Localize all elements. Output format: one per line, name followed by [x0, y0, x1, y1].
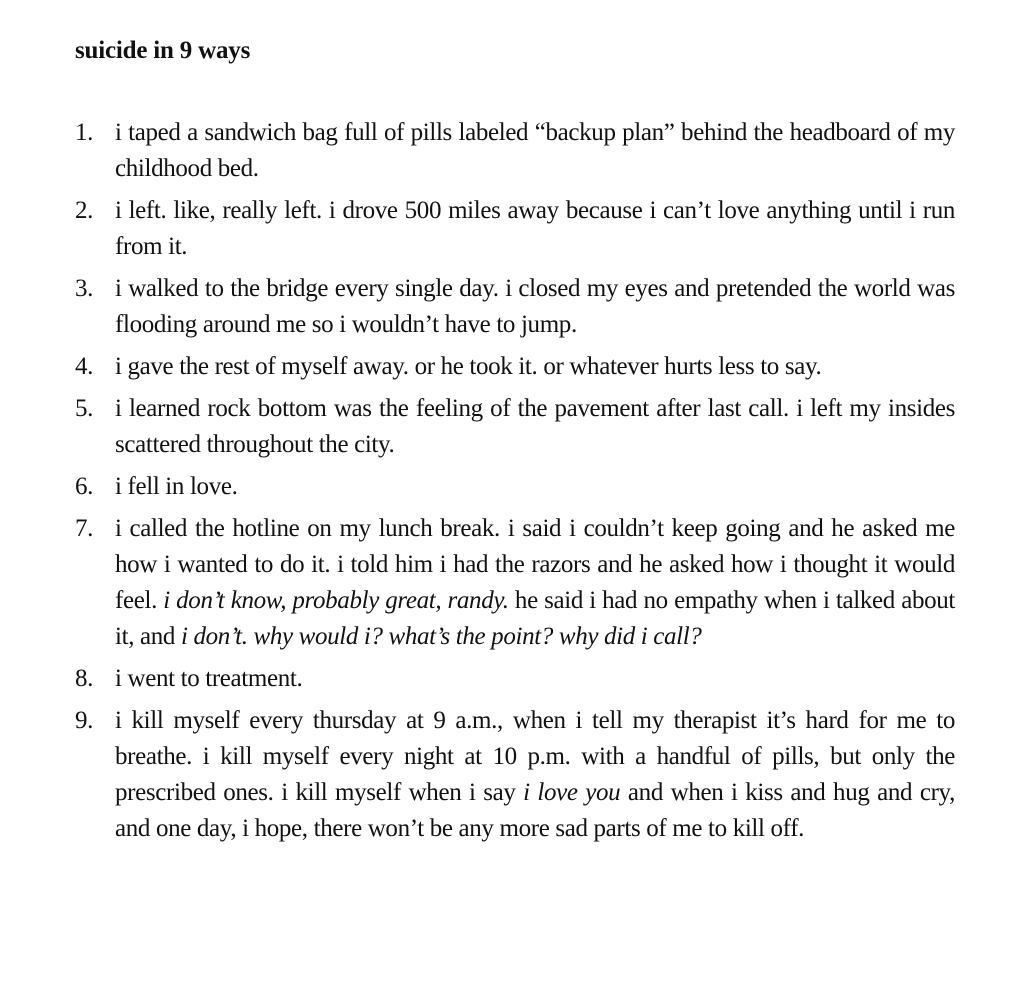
item-text: i fell in love.	[115, 473, 238, 500]
poem-list	[75, 115, 955, 847]
item-text: and when i kiss and hug and cry, and one day, i hope, there won’t be any more sad parts of me to kill off.	[115, 779, 955, 842]
item-number: 3.	[75, 275, 94, 302]
item-text-italic: i don’t. why would i? what’s the point? why did i call?	[180, 623, 702, 650]
list-item	[75, 661, 955, 697]
poem-page	[75, 34, 955, 853]
item-number: 4.	[75, 353, 94, 380]
item-number: 8.	[75, 665, 94, 692]
item-text: i left. like, really left. i drove 500 miles away because i can’t love anything until i run from it.	[115, 197, 955, 260]
list-item	[75, 115, 955, 187]
item-text: i learned rock bottom was the feeling of the pavement after last call. i left my insides scattered throughout the city.	[115, 395, 955, 458]
item-text: i taped a sandwich bag full of pills labeled “backup plan” behind the headboard of my childhood bed.	[115, 119, 955, 182]
list-item	[75, 391, 955, 463]
item-text-italic: i don’t know, probably great, randy.	[163, 587, 509, 614]
list-item	[75, 193, 955, 265]
list-item	[75, 271, 955, 343]
item-text: i gave the rest of myself away. or he took it. or whatever hurts less to say.	[115, 353, 822, 380]
item-text: i called the hotline on my lunch break. i said i couldn’t keep going and he asked me how i wanted to do it. i told him i had the razors and he asked how i thought it would feel.	[115, 515, 955, 614]
item-number: 2.	[75, 197, 94, 224]
list-item	[75, 349, 955, 385]
item-text: i went to treatment.	[115, 665, 303, 692]
item-number: 9.	[75, 707, 94, 734]
list-item	[75, 511, 955, 655]
list-item	[75, 703, 955, 847]
item-text: i walked to the bridge every single day. i closed my eyes and pretended the world was flooding around me so i wouldn’t have to jump.	[115, 275, 955, 338]
item-text: i kill myself every thursday at 9 a.m., when i tell my therapist it’s hard for me to breathe. i kill myself every night at 10 p.m. with a handful of pills, but only the prescribed ones. i kill myself when i say	[115, 707, 955, 806]
item-text: he said i had no empathy when i talked about it, and	[115, 587, 955, 650]
item-number: 1.	[75, 119, 94, 146]
item-number: 6.	[75, 473, 94, 500]
item-text-italic: i love you	[523, 779, 621, 806]
item-number: 7.	[75, 515, 94, 542]
list-item	[75, 469, 955, 505]
item-number: 5.	[75, 395, 94, 422]
poem-title: suicide in 9 ways	[75, 37, 251, 64]
